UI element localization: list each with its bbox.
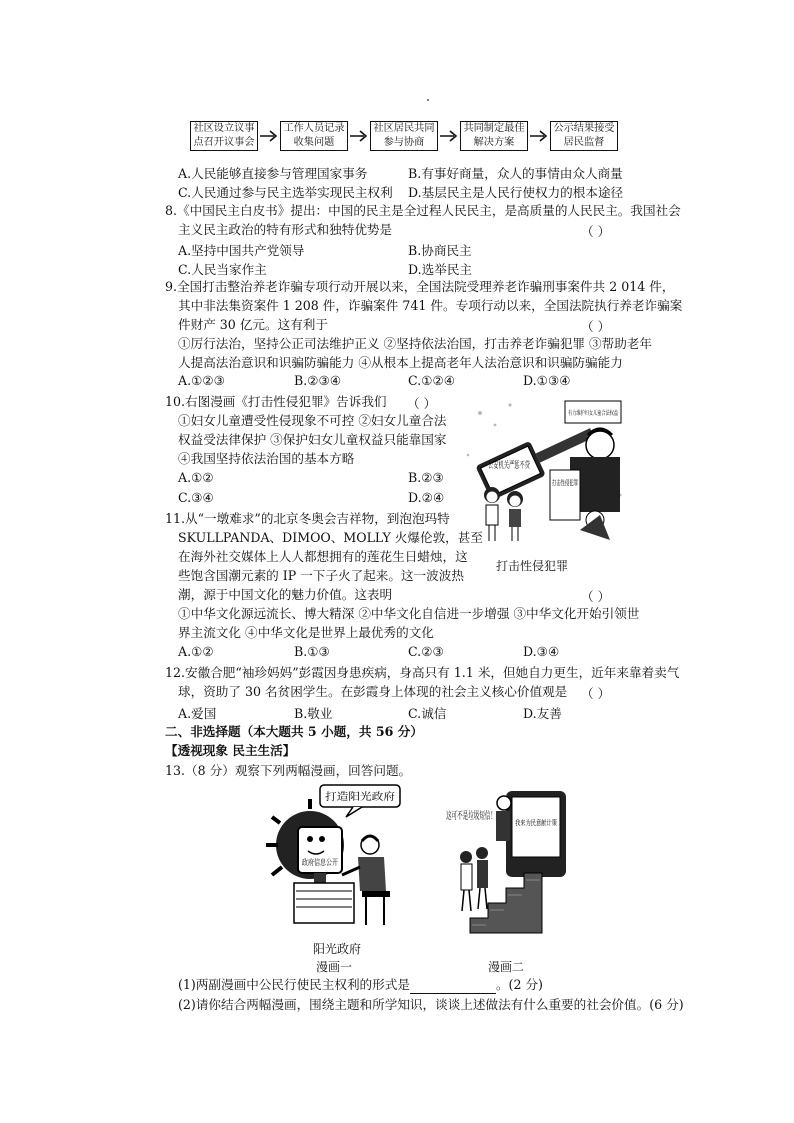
c1-caption-label: 漫画一 — [316, 960, 353, 974]
q11-statements-cont: 界主流文化 ④中华文化是世界上最优秀的文化 — [178, 625, 434, 640]
q8-answer-blank[interactable]: （ ） — [581, 224, 611, 239]
q10-statements: ①妇女儿童遭受性侵现象不可控 ②妇女儿童合法 — [178, 413, 447, 428]
q8-option-c[interactable]: C.人民当家作主 — [178, 262, 267, 277]
q11-stem-cont4: 潮，源于中国文化的魅力价值。这表明 — [178, 587, 393, 602]
section-heading: 二、非选择题（本大题共 5 小题，共 56 分） — [165, 724, 423, 739]
q9-statements-cont: 人提高法治意识和识骗防骗能力 ④从根本上提高老年人法治意识和识骗防骗能力 — [178, 355, 623, 370]
topic-heading: 【透视现象 民主生活】 — [165, 743, 296, 758]
q9-statements: ①厉行法治，坚持公正司法维护正义 ②坚持依法治国，打击养老诈骗犯罪 ③帮助老年 — [178, 336, 652, 351]
tag-label: 有力维护妇女儿童合法权益 — [568, 410, 641, 417]
arrow-right-icon — [258, 121, 280, 151]
arrow-right-icon — [438, 121, 460, 151]
q12-option-d[interactable]: D.友善 — [523, 706, 562, 721]
q10-option-d[interactable]: D.②④ — [408, 490, 445, 505]
q13-cartoon-2 — [440, 783, 600, 943]
q10-option-c[interactable]: C.③④ — [178, 490, 214, 505]
q11-option-b[interactable]: B.①③ — [294, 644, 330, 659]
q10-stem: 10.右图漫画《打击性侵犯罪》告诉我们 — [165, 394, 387, 409]
q10-cartoon-caption: 打击性侵犯罪 — [496, 559, 569, 573]
q11-stem-cont: SKULLPANDA、DIMOO、MOLLY 火爆伦敦，甚至 — [178, 530, 483, 545]
hammer-label: 公安机关严惩不贷 — [488, 461, 561, 471]
q9-stem-cont2: 件财产 30 亿元。这有利于 — [178, 317, 328, 332]
c1-caption-title: 阳光政府 — [313, 942, 362, 956]
q12-stem-cont: 球，资助了 30 名贫困学生。在彭霞身上体现的社会主义核心价值观是 — [178, 684, 568, 699]
q9-stem-cont: 其中非法集资案件 1 208 件，诈骗案件 741 件。专项行动以来，全国法院执行养老诈骗案 — [178, 298, 683, 313]
c1-bubble-text: 打造阳光政府 — [325, 792, 385, 803]
c2-caption-label: 漫画二 — [488, 960, 525, 974]
arrow-right-icon — [528, 121, 550, 151]
flow-step-2: 工作人员记录收集问题 — [280, 121, 348, 151]
q13-sub1 — [178, 976, 543, 994]
q8-stem: 8.《中国民主白皮书》提出：中国的民主是全过程人民民主，是高质量的人民民主。我国社会 — [165, 203, 681, 218]
q11-stem-cont2: 在海外社交媒体上人人都想拥有的莲花生日蜡烛，这 — [178, 549, 468, 564]
q12-answer-blank[interactable]: （ ） — [581, 686, 611, 701]
q13-cartoon-1 — [258, 783, 408, 933]
q11-option-a[interactable]: A.①② — [178, 644, 214, 659]
flow-step-1: 社区设立议事点召开议事会 — [190, 121, 258, 151]
q12-option-b[interactable]: B.敬业 — [294, 706, 333, 721]
q8-stem-cont: 主义民主政治的特有形式和独特优势是 — [178, 222, 393, 237]
q11-answer-blank[interactable]: （ ） — [581, 589, 611, 604]
q8-option-d[interactable]: D.选举民主 — [408, 262, 473, 277]
flow-step-3: 社区居民共同参与协商 — [370, 121, 438, 151]
book-label: 打击性侵犯罪 — [552, 479, 594, 487]
q13-sub1-blank[interactable] — [410, 981, 496, 994]
q10-statements-cont2: ④我国坚持依法治国的基本方略 — [178, 451, 355, 466]
q13-sub1-points: 。(2 分) — [495, 977, 543, 992]
q11-stem: 11.从“一墩难求”的北京冬奥会吉祥物，到泡泡玛特 — [165, 511, 450, 526]
process-flowchart — [190, 116, 630, 156]
q9-stem: 9.全国打击整治养老诈骗专项行动开展以来，全国法院受理养老诈骗刑事案件共 2 014 件， — [165, 279, 675, 294]
c2-bubble-line: 这可不是垃圾短信！ — [446, 811, 536, 822]
q7-option-a[interactable]: A.人民能够直接参与管理国家事务 — [178, 166, 368, 181]
q12-option-c[interactable]: C.诚信 — [408, 706, 447, 721]
c1-screen-text: 政府信息公开 — [302, 858, 350, 867]
q9-option-d[interactable]: D.①③④ — [523, 373, 571, 388]
q10-cartoon — [460, 395, 641, 550]
q7-option-c[interactable]: C.人民通过参与民主选举实现民主权利 — [178, 185, 393, 200]
arrow-right-icon — [348, 121, 370, 151]
q9-option-a[interactable]: A.①②③ — [178, 373, 225, 388]
q9-option-b[interactable]: B.②③④ — [294, 373, 342, 388]
q9-answer-blank[interactable]: （ ） — [581, 319, 611, 334]
c2-sign-text: 我来为民意献计策 — [515, 819, 571, 827]
q10-option-b[interactable]: B.②③ — [408, 470, 444, 485]
q10-option-a[interactable]: A.①② — [178, 470, 214, 485]
q11-stem-cont3: 些饱含国潮元素的 IP 一下子火了起来。这一波波热 — [178, 568, 464, 583]
q10-answer-blank[interactable]: （ ） — [407, 396, 437, 411]
q9-option-c[interactable]: C.①②④ — [408, 373, 456, 388]
q7-option-d[interactable]: D.基层民主是人民行使权力的根本途径 — [408, 185, 624, 200]
q11-option-c[interactable]: C.②③ — [408, 644, 444, 659]
q7-option-b[interactable]: B.有事好商量，众人的事情由众人商量 — [408, 166, 623, 181]
flow-step-4: 共同制定最佳解决方案 — [460, 121, 528, 151]
q11-option-d[interactable]: D.③④ — [523, 644, 560, 659]
q8-option-a[interactable]: A.坚持中国共产党领导 — [178, 243, 305, 258]
q12-stem: 12.安徽合肥“袖珍妈妈”彭霞因身患疾病，身高只有 1.1 米，但她自力更生，近年来靠着卖气 — [165, 665, 680, 680]
q10-statements-cont: 权益受法律保护 ③保护妇女儿童权益只能靠国家 — [178, 432, 447, 447]
q12-option-a[interactable]: A.爱国 — [178, 706, 217, 721]
scan-speck — [427, 99, 429, 101]
q13-sub1-text: (1)两副漫画中公民行使民主权利的形式是 — [178, 977, 410, 992]
q13-stem: 13.（8 分）观察下列两幅漫画，回答问题。 — [165, 763, 412, 778]
q11-statements: ①中华文化源远流长、博大精深 ②中华文化自信进一步增强 ③中华文化开始引领世 — [178, 606, 640, 621]
q8-option-b[interactable]: B.协商民主 — [408, 243, 472, 258]
q13-sub2: (2)请你结合两幅漫画，围绕主题和所学知识，谈谈上述做法有什么重要的社会价值。(6 分) — [178, 997, 684, 1012]
flow-step-5: 公示结果接受居民监督 — [550, 121, 618, 151]
